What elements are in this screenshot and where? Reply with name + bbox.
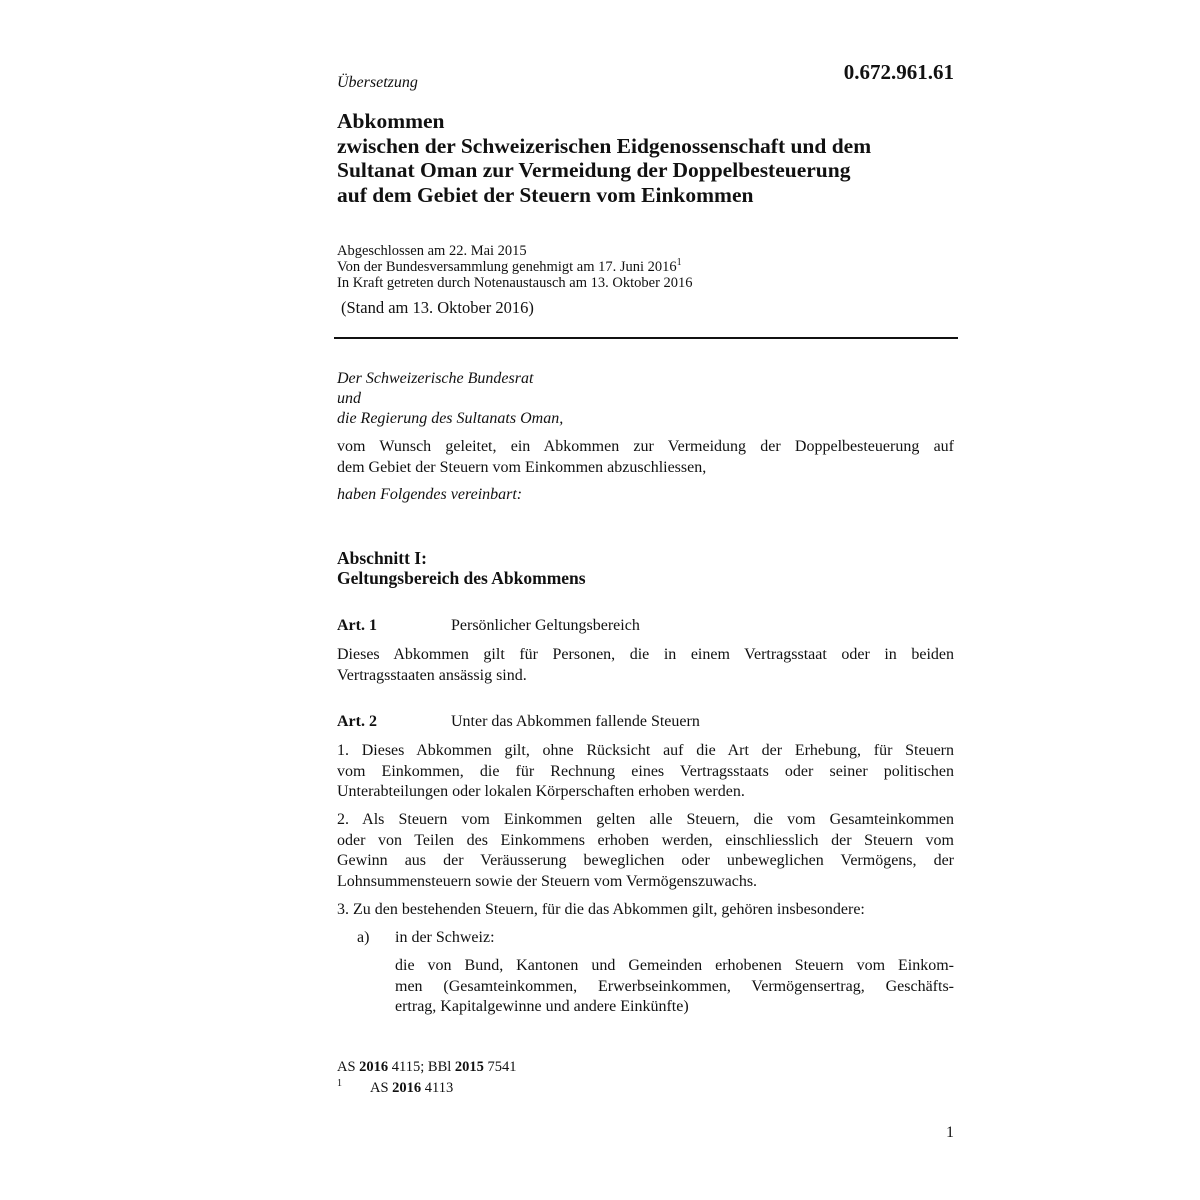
- list-item-text: [395, 956, 954, 1018]
- title-line: Sultanat Oman zur Vermeidung der Doppelbesteuerung: [337, 158, 851, 182]
- art2-title: Unter das Abkommen fallende Steuern: [451, 713, 700, 730]
- footnote-reference[interactable]: 1: [676, 257, 682, 269]
- document-title: [337, 109, 967, 207]
- text-line: Unterabteilungen oder lokalen Körperschaften erhoben werden.: [337, 783, 745, 800]
- section-title: Geltungsbereich des Abkommens: [337, 568, 586, 588]
- footnote-marker: 1: [337, 1078, 342, 1090]
- text-line: Gewinn aus der Veräusserung beweglichen oder unbeweglichen Vermögens, der: [337, 852, 954, 869]
- preamble-agreed: haben Folgendes vereinbart:: [337, 486, 523, 503]
- page-number: 1: [946, 1124, 954, 1141]
- title-line: Abkommen: [337, 109, 445, 133]
- art1-label: Art. 1: [337, 617, 377, 634]
- text-line: Vertragsstaaten ansässig sind.: [337, 666, 527, 684]
- list-marker: a): [357, 929, 370, 946]
- text-line: 2. Als Steuern vom Einkommen gelten alle Steuern, die vom Gesamteinkommen: [337, 811, 954, 828]
- art1-text: [337, 645, 954, 686]
- art2-paragraph-1: [337, 741, 954, 803]
- status-date: (Stand am 13. Oktober 2016): [341, 298, 534, 317]
- list-item-label: in der Schweiz:: [395, 929, 495, 946]
- section-heading: [337, 548, 586, 588]
- text-line: dem Gebiet der Steuern vom Einkommen abzuschliessen,: [337, 458, 707, 476]
- art2-label: Art. 2: [337, 713, 377, 730]
- in-force-date: In Kraft getreten durch Notenaustausch am 13. Oktober 2016: [337, 275, 693, 291]
- text-line: Dieses Abkommen gilt für Personen, die in einem Vertragsstaat oder in beiden: [337, 646, 954, 663]
- date-block: [337, 243, 957, 291]
- concluded-date: Abgeschlossen am 22. Mai 2015: [337, 243, 527, 259]
- preamble-wish: [337, 437, 954, 478]
- text-line: Lohnsummensteuern sowie der Steuern vom Vermögenszuwachs.: [337, 872, 758, 890]
- preamble-conjunction: und: [337, 390, 361, 407]
- text-line: die von Bund, Kantonen und Gemeinden erhobenen Steuern vom Einkom-: [395, 957, 954, 974]
- text-line: vom Einkommen, die für Rechnung eines Vertragsstaats oder seiner politischen: [337, 762, 954, 780]
- header-rule: [334, 337, 958, 339]
- text-line: 1. Dieses Abkommen gilt, ohne Rücksicht auf die Art der Erhebung, für Steuern: [337, 742, 954, 759]
- sr-number: 0.672.961.61: [843, 60, 954, 84]
- source-reference: AS 2016 4115; BBl 2015 7541: [337, 1059, 517, 1075]
- title-line: zwischen der Schweizerischen Eidgenossenschaft und dem: [337, 133, 872, 158]
- text-line: oder von Teilen des Einkommens erhoben werden, einschliesslich der Steuern vom: [337, 831, 954, 849]
- text-line: ertrag, Kapitalgewinne und andere Einkünfte): [395, 998, 689, 1015]
- text-line: men (Gesamteinkommen, Erwerbseinkommen, Vermögensertrag, Geschäfts-: [395, 977, 954, 995]
- art2-paragraph-3: 3. Zu den bestehenden Steuern, für die das Abkommen gilt, gehören insbesondere:: [337, 901, 865, 918]
- preamble-party1: Der Schweizerische Bundesrat: [337, 370, 534, 387]
- art1-title: Persönlicher Geltungsbereich: [451, 617, 640, 634]
- approved-date: Von der Bundesversammlung genehmigt am 17. Juni 2016$^1$: [337, 257, 682, 275]
- section-label: Abschnitt I:: [337, 548, 427, 568]
- preamble-party2: die Regierung des Sultanats Oman,: [337, 410, 564, 427]
- art2-paragraph-2: [337, 810, 954, 892]
- footnote-1: $^1$ AS 2016 4113: [337, 1078, 454, 1096]
- text-line: vom Wunsch geleitet, ein Abkommen zur Vermeidung der Doppelbesteuerung auf: [337, 438, 954, 455]
- title-line: auf dem Gebiet der Steuern vom Einkommen: [337, 182, 754, 207]
- translation-label: Übersetzung: [337, 74, 418, 91]
